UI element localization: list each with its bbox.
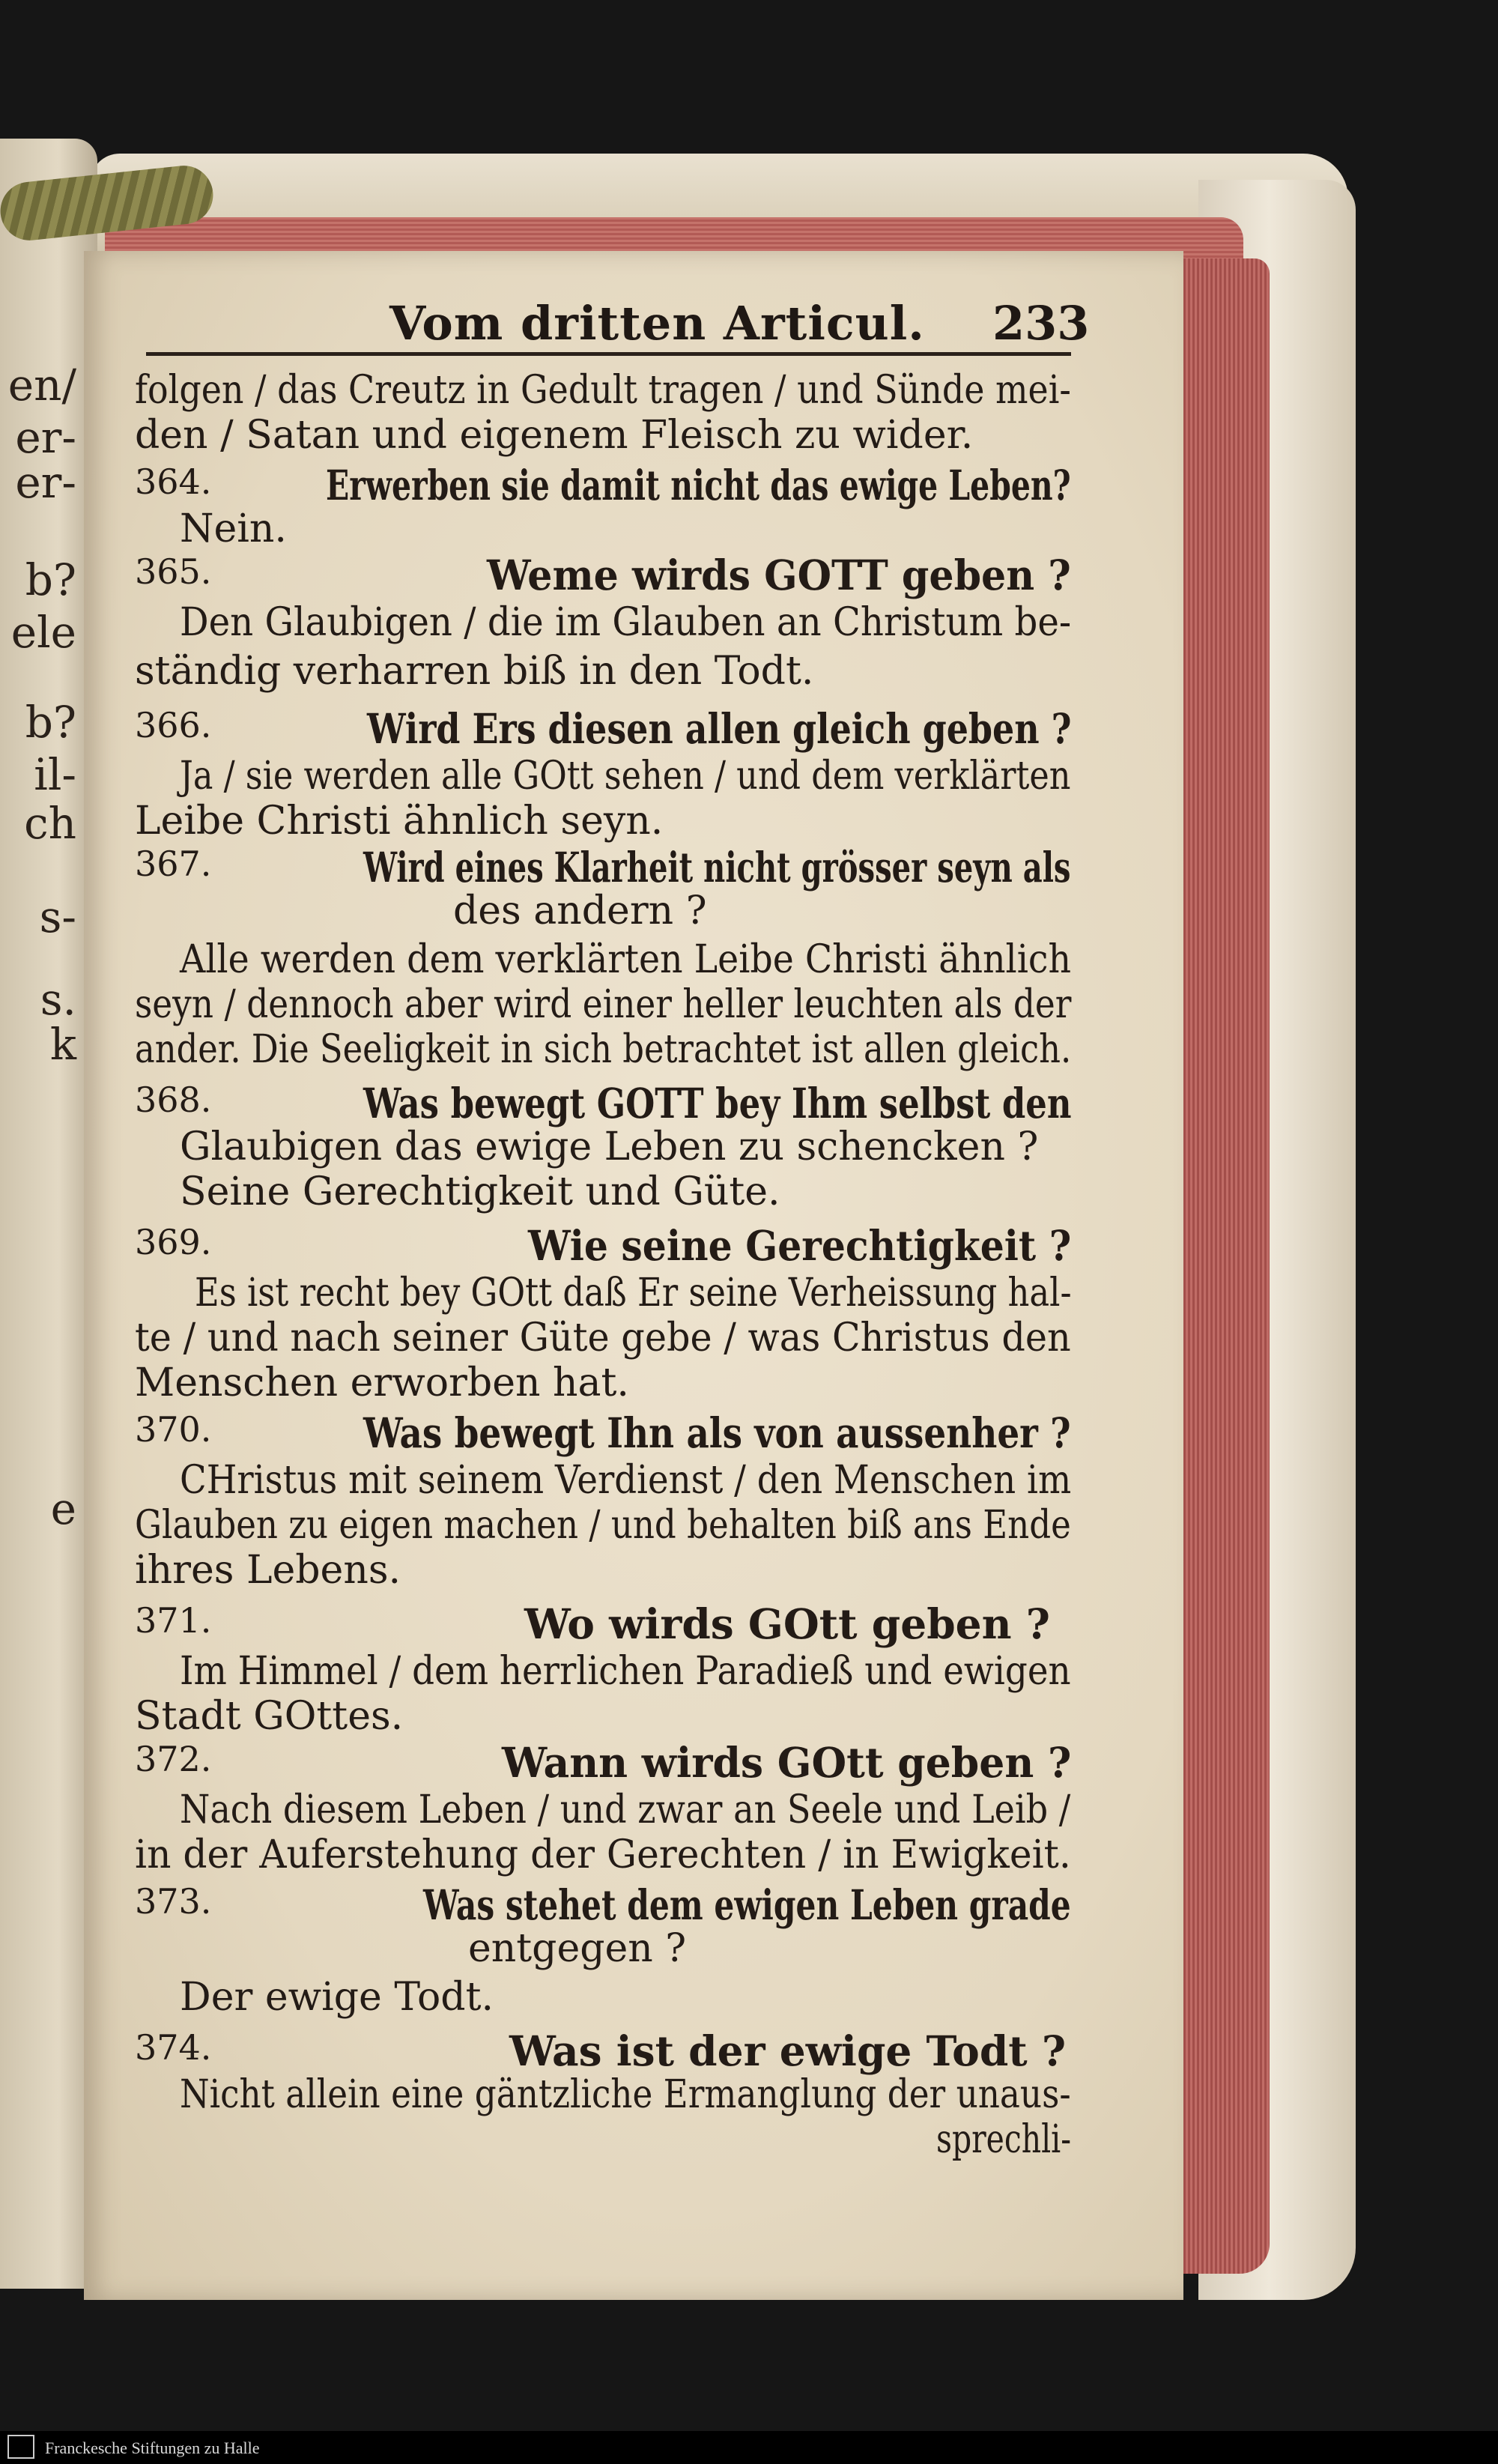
question-number: 367. [135,844,212,884]
question-line: Was bewegt Ihn als von aussenher ? [363,1408,1071,1457]
question-number: 368. [135,1080,212,1120]
question-line: Wird eines Klarheit nicht grösser seyn als [363,843,1071,892]
text-line: Nein. [180,506,287,551]
text-line: folgen / das Creutz in Gedult tragen / und Sünde mei- [135,368,1071,413]
question-number: 366. [135,705,212,745]
question-number: 365. [135,551,212,592]
question-line: Erwerben sie damit nicht das ewige Leben? [326,461,1071,509]
question-line: Weme wirds GOTT geben ? [487,551,1071,599]
question-number: 369. [135,1222,212,1262]
text-line: Alle werden dem verklärten Leibe Christi ähnlich [180,937,1072,982]
header-rule [146,352,1071,356]
text-line: Es ist recht bey GOtt daß Er seine Verheissung hal- [195,1271,1072,1316]
text-line: Menschen erworben hat. [135,1360,629,1405]
text-line: te / und nach seiner Güte gebe / was Christus den [135,1316,1071,1360]
text-line: Nicht allein eine gäntzliche Ermanglung der unaus- [180,2072,1071,2117]
left-fragment: en/ [7,360,76,411]
text-line: ihres Lebens. [135,1548,401,1593]
text-line: ständig verharren biß in den Todt. [135,649,814,694]
page-edge-right [1172,258,1270,2274]
left-fragment: ch [24,798,76,849]
text-line: sprechli- [936,2117,1072,2162]
question-line: Was stehet dem ewigen Leben grade [423,1880,1071,1929]
text-line: Leibe Christi ähnlich seyn. [135,799,664,844]
text-line: CHristus mit seinem Verdienst / den Menschen im [180,1458,1072,1503]
page-number: 233 [992,296,1090,351]
text-line: Glauben zu eigen machen / und behalten biß ans Ende [135,1503,1071,1548]
text-line: in der Auferstehung der Gerechten / in Ewigkeit. [135,1832,1071,1877]
question-line: Was bewegt GOTT bey Ihm selbst den [363,1079,1072,1127]
left-fragment: s. [40,974,76,1025]
text-line: entgegen ? [468,1926,687,1971]
text-line: ander. Die Seeligkeit in sich betrachtet ist allen gleich. [135,1027,1072,1072]
left-fragment: er- [15,457,76,508]
question-number: 364. [135,461,212,502]
text-line: den / Satan und eigenem Fleisch zu wider. [135,413,974,458]
question-number: 370. [135,1409,212,1450]
left-fragment: er- [15,412,76,463]
text-line: Seine Gerechtigkeit und Güte. [180,1169,780,1214]
text-line: seyn / dennoch aber wird einer heller leuchten als der [135,982,1072,1027]
credit-text: Franckesche Stiftungen zu Halle [45,2439,260,2457]
left-fragment: b? [25,554,76,605]
text-line: des andern ? [453,889,707,933]
institution-logo-icon [7,2435,34,2459]
question-number: 371. [135,1600,212,1641]
left-fragment: k [49,1019,76,1070]
text-line: Den Glaubigen / die im Glauben an Christum be- [180,600,1072,645]
left-fragment: il- [34,749,76,800]
left-fragment: ele [10,607,76,658]
question-line: Wird Ers diesen allen gleich geben ? [367,704,1072,753]
question-number: 372. [135,1739,212,1779]
left-fragment: e [50,1483,76,1534]
text-line: Im Himmel / dem herrlichen Paradieß und ewigen [180,1649,1071,1694]
text-line: Nach diesem Leben / und zwar an Seele und Leib / [180,1788,1071,1832]
left-page [0,139,97,2289]
text-line: Ja / sie werden alle GOtt sehen / und dem verklärten [180,754,1071,799]
left-fragment: s- [39,892,76,942]
question-line: Wo wirds GOtt geben ? [524,1599,1051,1648]
text-line: Stadt GOttes. [135,1694,404,1739]
question-line: Was ist der ewige Todt ? [509,2026,1067,2075]
question-number: 374. [135,2027,212,2068]
question-number: 373. [135,1881,212,1922]
left-fragment: b? [25,697,76,748]
text-line: Glaubigen das ewige Leben zu schencken ? [180,1124,1039,1169]
text-line: Der ewige Todt. [180,1975,494,2020]
running-head: Vom dritten Articul. [389,296,925,351]
question-line: Wann wirds GOtt geben ? [502,1738,1072,1787]
question-line: Wie seine Gerechtigkeit ? [528,1221,1072,1270]
